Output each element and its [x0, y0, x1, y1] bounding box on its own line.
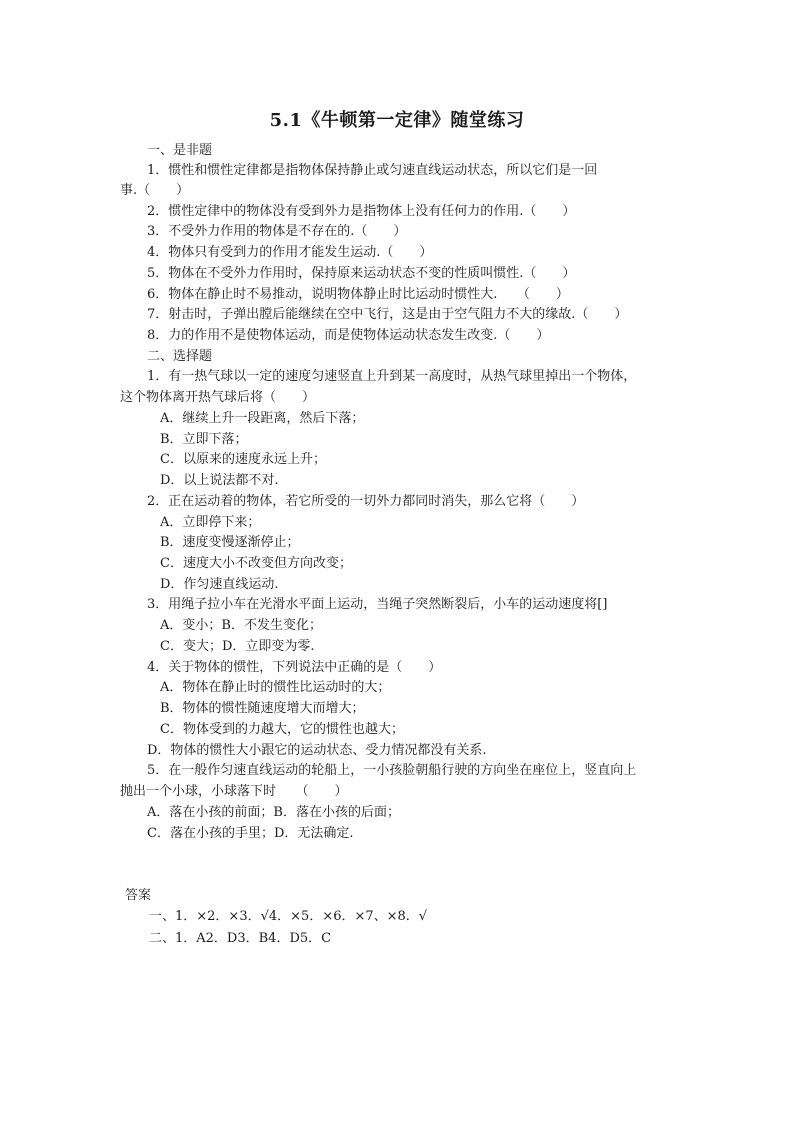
tf-item-7: 7．射击时，子弹出膛后能继续在空中飞行，这是由于空气阻力不大的缘故.（ ）: [147, 307, 628, 322]
mc-q3-stem: 3．用绳子拉小车在光滑水平面上运动，当绳子突然断裂后，小车的运动速度将[]: [147, 597, 608, 612]
mc-q2-option-b: B．速度变慢逐渐停止；: [160, 535, 300, 550]
mc-q4-stem: 4．关于物体的惯性，下列说法中正确的是（ ）: [147, 660, 442, 675]
section-heading-multiple-choice: 二、选择题: [147, 349, 213, 364]
section-heading-true-false: 一、是非题: [147, 143, 213, 158]
mc-q3-options-ab: A．变小；B．不发生变化；: [160, 618, 322, 633]
answers-true-false: 一、1．×2．×3．√4．×5．×6．×7、×8．√: [149, 909, 428, 924]
mc-q5-options-cd: C．落在小孩的手里；D．无法确定.: [147, 826, 354, 841]
mc-q1-option-a: A．继续上升一段距离，然后下落；: [160, 411, 365, 426]
mc-q1-stem: 1．有一热气球以一定的速度匀速竖直上升到某一高度时，从热气球里掉出一个物体，: [147, 369, 637, 384]
answers-heading: 答案: [125, 888, 152, 903]
tf-item-2: 2．惯性定律中的物体没有受到外力是指物体上没有任何力的作用.（ ）: [147, 204, 576, 219]
mc-q2-option-a: A．立即停下来；: [160, 515, 261, 530]
mc-q5-options-ab: A．落在小孩的前面；B．落在小孩的后面；: [147, 805, 400, 820]
mc-q2-option-d: D．作匀速直线运动.: [160, 577, 279, 592]
mc-q4-option-d: D．物体的惯性大小跟它的运动状态、受力情况都没有关系.: [147, 743, 487, 758]
mc-q5-stem: 5．在一般作匀速直线运动的轮船上，一小孩脸朝船行驶的方向坐在座位上，竖直向上: [147, 763, 637, 778]
tf-item-3: 3．不受外力作用的物体是不存在的.（ ）: [147, 224, 407, 239]
tf-item-5: 5．物体在不受外力作用时，保持原来运动状态不变的性质叫惯性.（ ）: [147, 266, 576, 281]
mc-q5-stem-cont: 抛出一个小球，小球落下时 （ ）: [120, 784, 348, 799]
mc-q1-stem-cont: 这个物体离开热气球后将（ ）: [120, 390, 316, 405]
mc-q1-option-d: D．以上说法都不对.: [160, 473, 279, 488]
mc-q1-option-c: C．以原来的速度永远上升；: [160, 452, 326, 467]
answers-multiple-choice: 二、1．A2．D3．B4．D5．C: [149, 931, 332, 946]
mc-q4-option-b: B．物体的惯性随速度增大而增大；: [160, 701, 365, 716]
mc-q4-option-a: A．物体在静止时的惯性比运动时的大；: [160, 680, 391, 695]
mc-q2-stem: 2．正在运动着的物体，若它所受的一切外力都同时消失，那么它将（ ）: [147, 494, 585, 509]
mc-q4-option-c: C．物体受到的力越大，它的惯性也越大；: [160, 722, 404, 737]
mc-q2-option-c: C．速度大小不改变但方向改变；: [160, 556, 352, 571]
tf-item-4: 4．物体只有受到力的作用才能发生运动.（ ）: [147, 245, 433, 260]
mc-q1-option-b: B．立即下落；: [160, 432, 248, 447]
tf-item-8: 8．力的作用不是使物体运动，而是使物体运动状态发生改变.（ ）: [147, 328, 550, 343]
tf-item-1: 1．惯性和惯性定律都是指物体保持静止或匀速直线运动状态，所以它们是一回: [147, 163, 598, 178]
page-title: 5.1《牛顿第一定律》随堂练习: [269, 110, 525, 131]
tf-item-6: 6．物体在静止时不易推动，说明物体静止时比运动时惯性大. （ ）: [147, 287, 569, 302]
mc-q3-options-cd: C．变大；D．立即变为零.: [160, 639, 315, 654]
tf-item-1-cont: 事.（ ）: [120, 183, 190, 198]
